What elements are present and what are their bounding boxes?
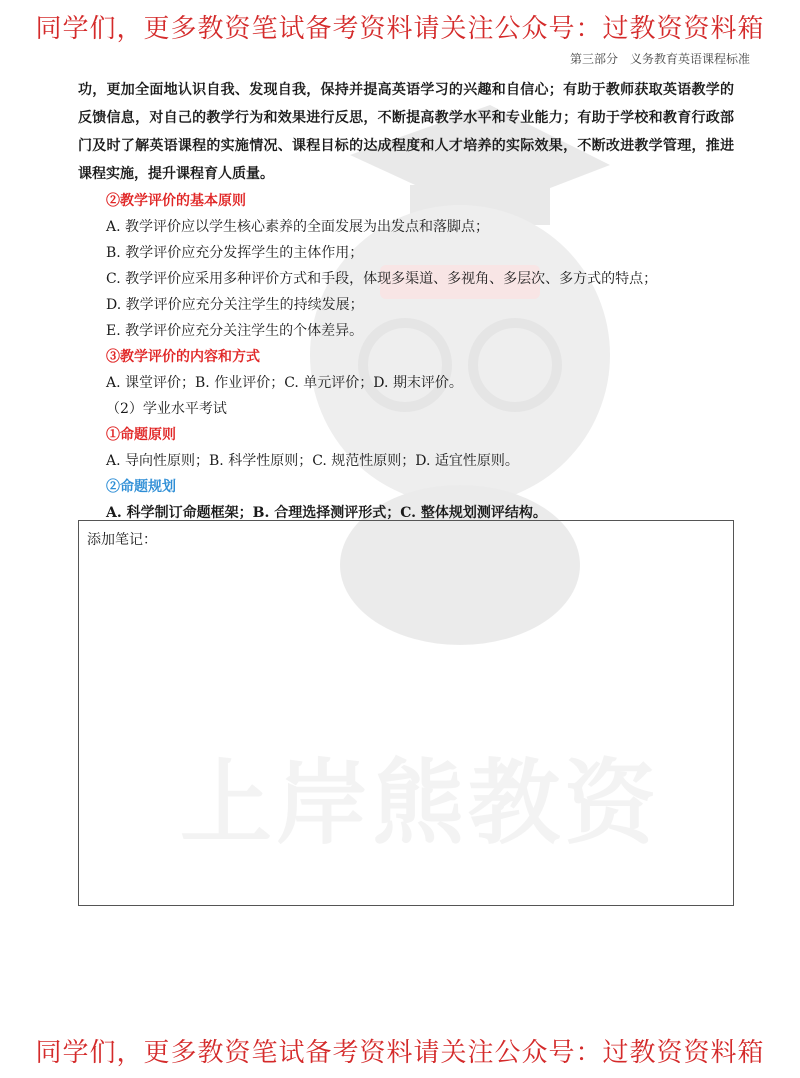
intro-paragraph: 功，更加全面地认识自我、发现自我，保持并提高英语学习的兴趣和自信心；有助于教师获取英语教学的反馈信息，对自己的教学行为和效果进行反思，不断提高教学水平和专业能力；有助于学校和教育行政部门及时了解英语课程的实施情况、课程目标的达成程度和人才培养的实际效果，不断改进教学管理，推进课程实施，提升课程育人质量。 [78, 82, 734, 182]
top-banner: 同学们，更多教资笔试备考资料请关注公众号：过教资资料箱 [35, 14, 765, 44]
content-line: A. 课堂评价；B. 作业评价；C. 单元评价；D. 期末评价。 [106, 375, 463, 391]
section-heading-content: ③教学评价的内容和方式 [106, 349, 260, 365]
subsection-heading-planning: ②命题规划 [106, 479, 176, 495]
running-head: 第三部分 义务教育英语课程标准 [569, 52, 750, 66]
brand-watermark: 上岸熊教资 [179, 750, 660, 857]
principle-line: E. 教学评价应充分关注学生的个体差异。 [106, 323, 364, 339]
subsection-title: （2）学业水平考试 [106, 401, 227, 417]
principle-line: B. 教学评价应充分发挥学生的主体作用； [106, 245, 364, 261]
principle-line: A. 教学评价应以学生核心素养的全面发展为出发点和落脚点； [106, 219, 490, 235]
bottom-banner: 同学们，更多教资笔试备考资料请关注公众号：过教资资料箱 [35, 1038, 765, 1068]
principle-line: D. 教学评价应充分关注学生的持续发展； [106, 297, 364, 313]
subsection-line: A. 科学制订命题框架；B. 合理选择测评形式；C. 整体规划测评结构。 [106, 505, 547, 521]
document-body [78, 76, 734, 526]
section-heading-principles: ②教学评价的基本原则 [106, 193, 246, 209]
subsection-line: A. 导向性原则；B. 科学性原则；C. 规范性原则；D. 适宜性原则。 [106, 453, 519, 469]
subsection-heading-principles: ①命题原则 [106, 427, 176, 443]
principle-line: C. 教学评价应采用多种评价方式和手段，体现多渠道、多视角、多层次、多方式的特点； [106, 271, 658, 287]
notes-label: 添加笔记： [87, 532, 157, 548]
notes-box[interactable] [78, 520, 734, 906]
